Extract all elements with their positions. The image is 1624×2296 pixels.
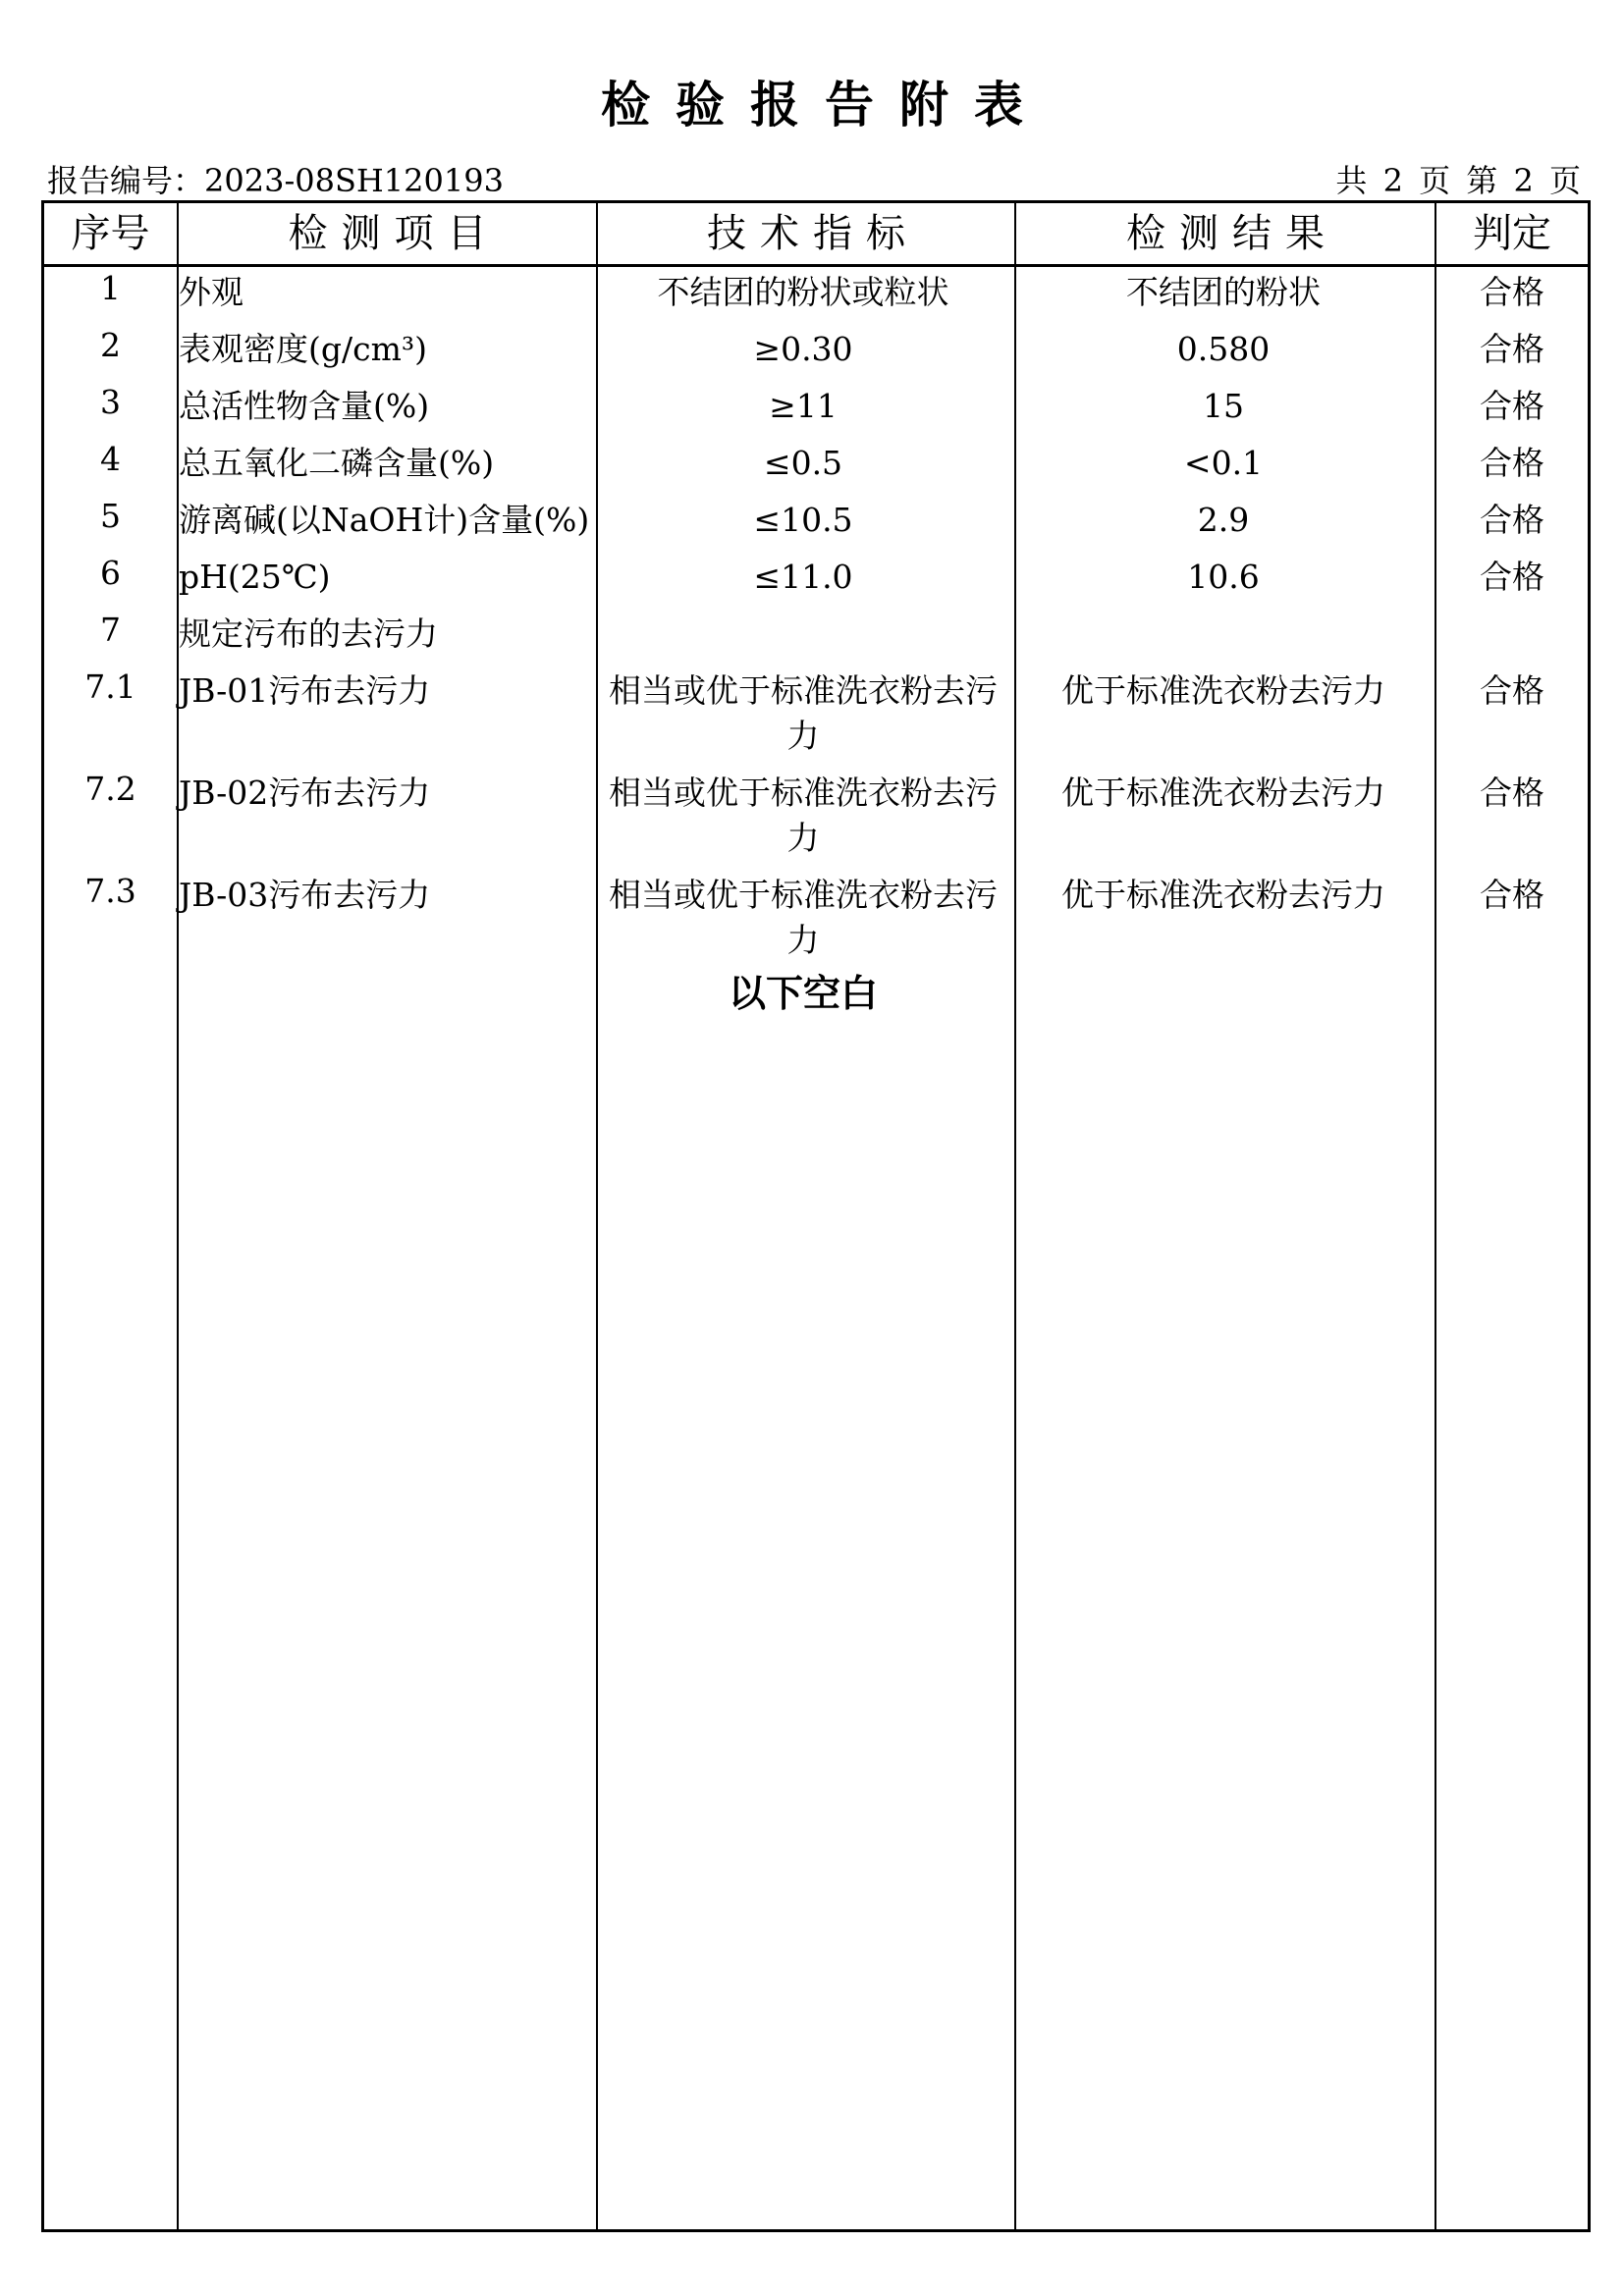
row-result: 10.6 — [1187, 558, 1260, 596]
row-spec: ≤10.5 — [753, 501, 853, 539]
row-judgement: 合格 — [1480, 671, 1544, 710]
row-judgement: 合格 — [1480, 387, 1544, 425]
row-item: JB-03污布去污力 — [179, 876, 431, 914]
row-result: <0.1 — [1183, 444, 1264, 482]
row-judgement: 合格 — [1480, 558, 1544, 596]
report-number: 报告编号：2023-08SH120193 — [47, 162, 504, 199]
row-spec: 相当或优于标准洗衣粉去污力 — [609, 876, 998, 959]
row-result: 优于标准洗衣粉去污力 — [1061, 671, 1385, 710]
row-index: 7 — [100, 611, 121, 649]
header-result: 检测结果 — [1126, 211, 1338, 256]
header-divider — [44, 264, 1588, 267]
blank-note: 以下空白 — [728, 972, 878, 1015]
row-spec: ≥11 — [769, 387, 838, 425]
header-spec: 技术指标 — [707, 211, 919, 256]
row-result: 不结团的粉状 — [1126, 273, 1321, 311]
row-spec: 相当或优于标准洗衣粉去污力 — [609, 774, 998, 857]
row-item: 外观 — [179, 273, 244, 311]
row-spec: ≤0.5 — [763, 444, 843, 482]
row-item: pH(25℃) — [179, 558, 331, 596]
row-item: 表观密度(g/cm³) — [179, 330, 427, 368]
results-table — [41, 200, 1591, 2232]
row-spec: ≤11.0 — [753, 558, 853, 596]
document-title: 检验报告附表 — [601, 77, 1049, 133]
row-index: 6 — [100, 554, 121, 592]
row-index: 4 — [100, 440, 121, 478]
row-item: JB-01污布去污力 — [179, 671, 431, 710]
row-item: 规定污布的去污力 — [179, 614, 438, 653]
row-judgement: 合格 — [1480, 444, 1544, 482]
row-item: 总五氧化二磷含量(%) — [179, 444, 495, 482]
page-info: 共 2 页 第 2 页 — [1335, 162, 1581, 199]
row-index: 7.2 — [84, 770, 136, 808]
row-index: 7.1 — [84, 667, 136, 706]
row-result: 优于标准洗衣粉去污力 — [1061, 876, 1385, 914]
row-index: 3 — [100, 383, 121, 421]
row-result: 15 — [1203, 387, 1244, 425]
row-spec: 不结团的粉状或粒状 — [657, 273, 949, 311]
row-item: 游离碱(以NaOH计)含量(%) — [179, 501, 590, 539]
row-spec: 相当或优于标准洗衣粉去污力 — [609, 671, 998, 755]
row-result: 2.9 — [1197, 501, 1250, 539]
row-spec: ≥0.30 — [753, 330, 853, 368]
row-index: 2 — [100, 326, 121, 364]
header-item: 检测项目 — [288, 211, 501, 256]
row-index: 5 — [100, 497, 121, 535]
header-index: 序号 — [71, 211, 150, 256]
row-index: 7.3 — [84, 872, 136, 910]
row-judgement: 合格 — [1480, 774, 1544, 812]
row-item: JB-02污布去污力 — [179, 774, 431, 812]
row-index: 1 — [100, 269, 121, 307]
row-judgement: 合格 — [1480, 876, 1544, 914]
row-judgement: 合格 — [1480, 330, 1544, 368]
row-result: 优于标准洗衣粉去污力 — [1061, 774, 1385, 812]
row-judgement: 合格 — [1480, 501, 1544, 539]
row-item: 总活性物含量(%) — [179, 387, 430, 425]
row-judgement: 合格 — [1480, 273, 1544, 311]
row-result: 0.580 — [1176, 330, 1271, 368]
header-judgement: 判定 — [1473, 211, 1551, 256]
